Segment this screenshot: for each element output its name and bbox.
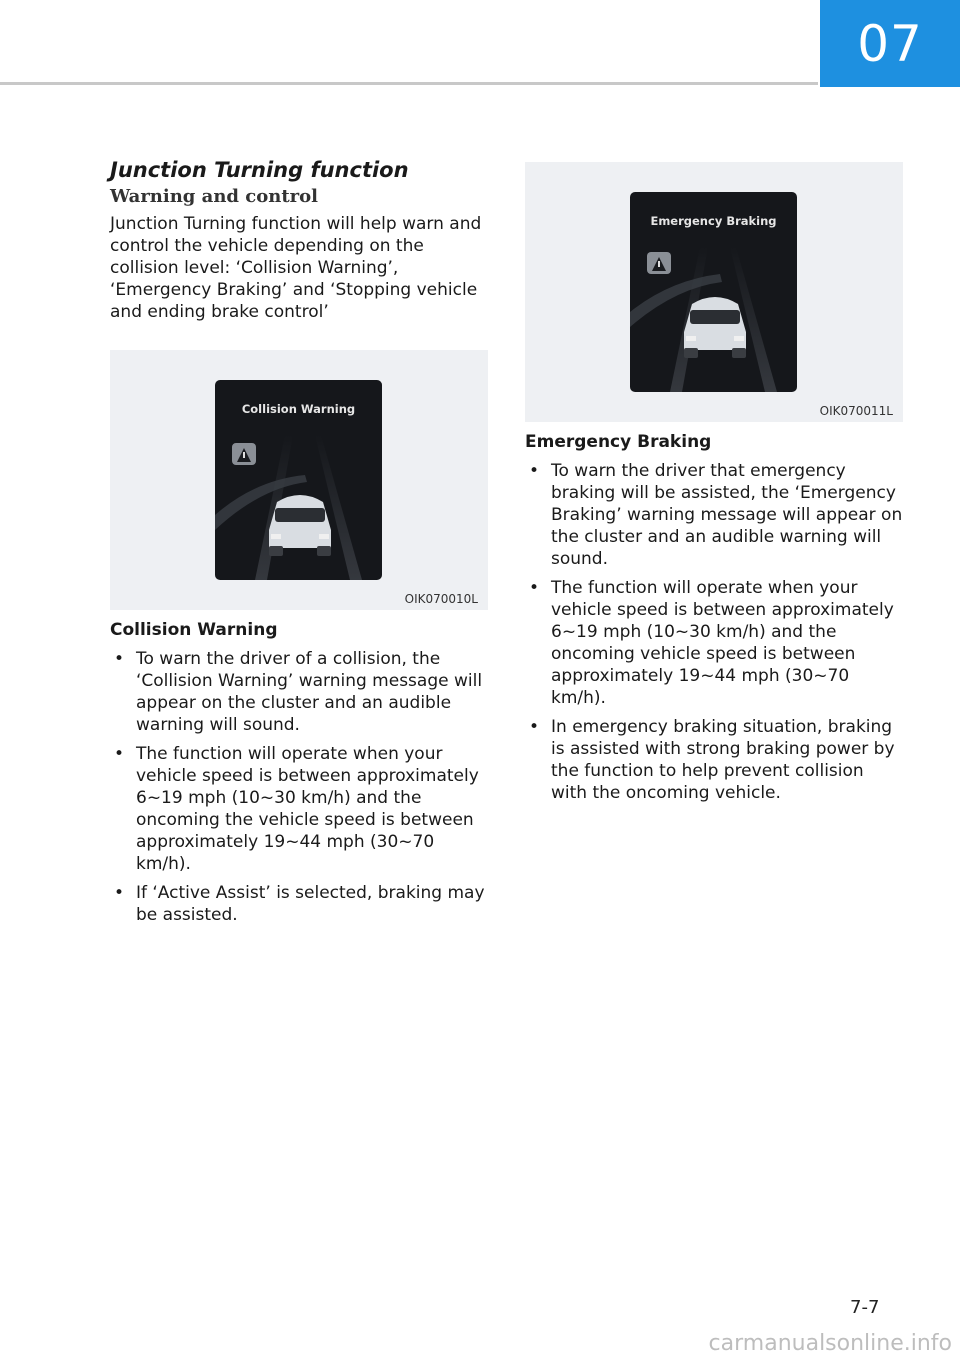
cluster-display xyxy=(630,192,797,392)
watermark: carmanualsonline.info xyxy=(708,1331,952,1356)
bullet-icon: • xyxy=(529,461,540,481)
own-car-icon xyxy=(684,297,746,358)
bullet-icon: • xyxy=(114,744,125,764)
list-item: • The function will operate when your vehicle speed is between approximately 6~19 mph (10~30 km/h) and the oncoming vehicle speed is between approximately 19~44 mph (30~70 km/h). xyxy=(529,578,894,708)
own-car-icon xyxy=(269,495,331,556)
chapter-number: 07 xyxy=(857,14,923,73)
emergency-braking-figure xyxy=(525,162,903,422)
list-item: • If ‘Active Assist’ is selected, braking may be assisted. xyxy=(114,883,485,925)
sub-title: Warning and control xyxy=(110,186,318,207)
collision-warning-list xyxy=(110,648,490,926)
emergency-braking-heading: Emergency Braking xyxy=(525,432,712,452)
emergency-braking-list xyxy=(525,460,905,804)
bullet-icon: • xyxy=(114,883,125,903)
bullet-icon: • xyxy=(529,717,540,737)
collision-warning-figure xyxy=(110,350,488,610)
header-rule xyxy=(0,82,818,85)
intro-paragraph: Junction Turning function will help warn and control the vehicle depending on the collision level: ‘Collision Warning’, ‘Emergency Braking’ and ‘Stopping vehicle and ending brake control’ xyxy=(110,214,482,322)
collision-warning-heading: Collision Warning xyxy=(110,620,278,640)
page-number: 7-7 xyxy=(850,1297,880,1318)
list-item: • To warn the driver of a collision, the ‘Collision Warning’ warning message will appear on the cluster and an audible warning will sound. xyxy=(114,649,483,735)
figure-caption: OIK070010L xyxy=(404,592,478,606)
list-item: • In emergency braking situation, braking is assisted with strong braking power by the function to help prevent collision with the oncoming vehicle. xyxy=(529,717,895,803)
cluster-message: Collision Warning xyxy=(241,402,356,416)
list-item: • To warn the driver that emergency braking will be assisted, the ‘Emergency Braking’ warning message will appear on the cluster and an audible warning will sound. xyxy=(529,461,903,569)
section-title: Junction Turning function xyxy=(110,158,409,182)
oncoming-car-icon xyxy=(647,252,671,274)
right-column xyxy=(525,162,905,811)
cluster-display xyxy=(215,380,382,580)
list-item: • The function will operate when your vehicle speed is between approximately 6~19 mph (10~30 km/h) and the oncoming the vehicle speed is between approximately 19~44 mph (30~70 km/h). xyxy=(114,744,479,874)
cluster-message: Emergency Braking xyxy=(650,214,777,228)
chapter-tab xyxy=(820,0,960,87)
figure-caption: OIK070011L xyxy=(819,404,893,418)
bullet-icon: • xyxy=(114,649,125,669)
bullet-icon: • xyxy=(529,578,540,598)
left-column xyxy=(110,158,490,933)
oncoming-car-icon xyxy=(232,443,256,465)
